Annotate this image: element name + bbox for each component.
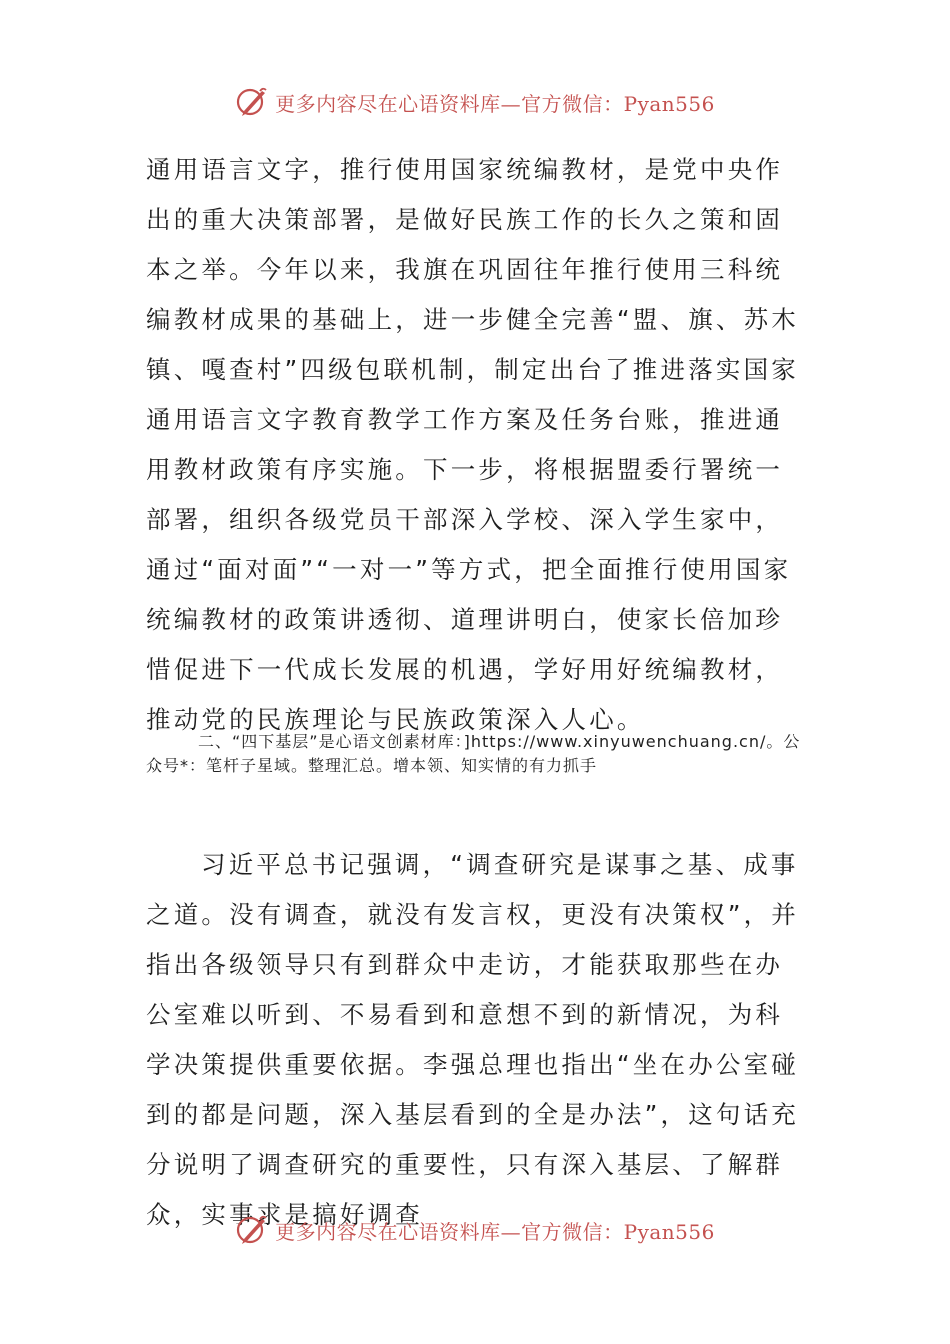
footer-banner-text: 更多内容尽在心语资料库—官方微信：Pyan556 [275,1219,715,1244]
body-paragraph-2: 习近平总书记强调，“调查研究是谋事之基、成事之道。没有调查，就没有发言权，更没有决策权”，并指出各级领导只有到群众中走访，才能获取那些在办公室难以听到、不易看到和意想不到的新情况，为科学决策提供重要依据。李强总理也指出“坐在办公室碰到的都是问题，深入基层看到的全是办法”，这句话充分说明了调查研究的重要性，只有深入基层、了解群众，实事求是搞好调查 [146,850,799,1229]
pen-circle-logo-icon [235,85,269,119]
footer-banner [0,1210,950,1250]
body-paragraph-1: 通用语言文字，推行使用国家统编教材，是党中央作出的重大决策部署，是做好民族工作的长久之策和固本之举。今年以来，我旗在巩固往年推行使用三科统编教材成果的基础上，进一步健全完善“盟、旗、苏木镇、嘎查村”四级包联机制，制定出台了推进落实国家通用语言文字教育教学工作方案及任务台账，推进通用教材政策有序实施。下一步，将根据盟委行署统一部署，组织各级党员干部深入学校、深入学生家中，通过“面对面”“一对一”等方式，把全面推行使用国家统编教材的政策讲透彻、道理讲明白，使家长倍加珍惜促进下一代成长发展的机遇，学好用好统编教材，推动党的民族理论与民族政策深入人心。 [146,155,799,734]
header-banner-text: 更多内容尽在心语资料库—官方微信：Pyan556 [275,91,715,116]
pen-circle-logo-icon [235,1213,269,1247]
header-banner [0,82,950,122]
section-heading: 二、“四下基层”是心语文创素材库：]https://www.xinyuwenchuang.cn/。公众号*：笔杆子星域。整理汇总。增本领、知实情的有力抓手 [146,732,801,775]
